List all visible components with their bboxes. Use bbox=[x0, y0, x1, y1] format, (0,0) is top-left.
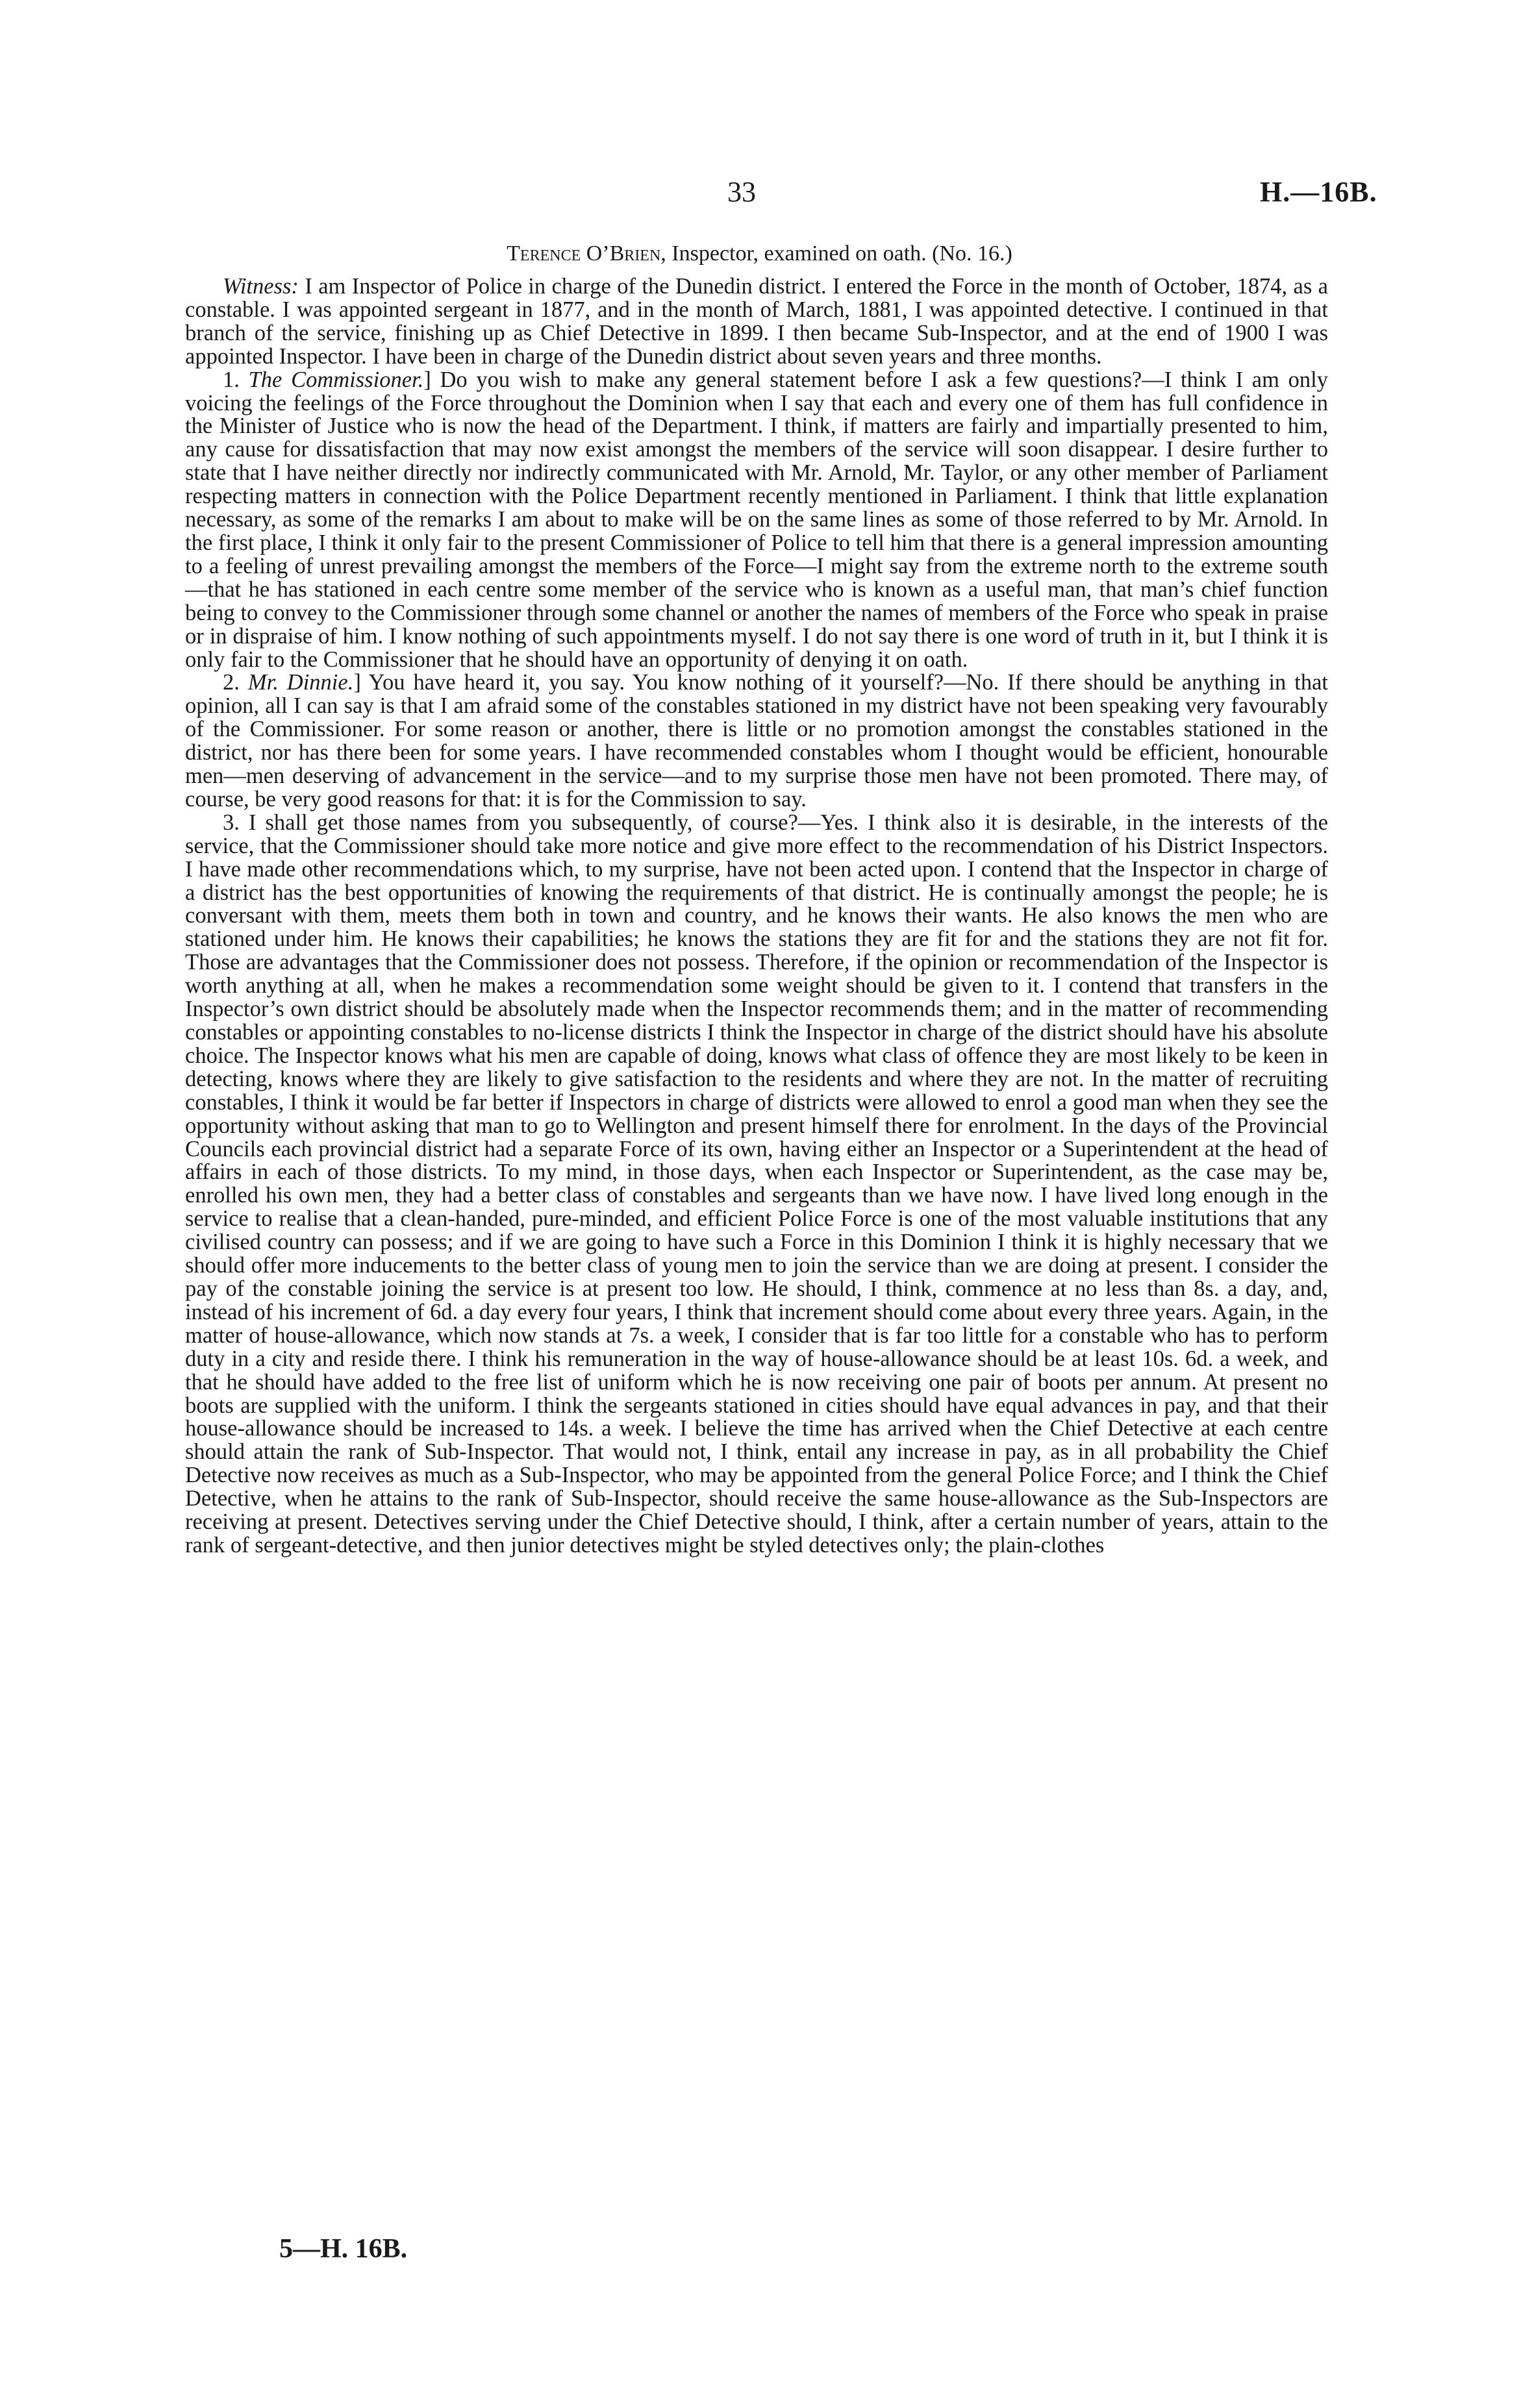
paragraph-question-3 bbox=[185, 812, 1328, 1558]
speaker-label: Mr. Dinnie. bbox=[247, 670, 354, 695]
paragraph-question-2 bbox=[185, 671, 1328, 811]
paragraph-text: ] Do you wish to make any general statement before I ask a few questions?—I think I am only voicing the feelings of the Force throughout the Dominion when I say that each and every one of them has full confidence in the Minister of Justice who is now the head of the Department. I think, if matters are fairly and impartially presented to him, any cause for dissatisfaction that may now exist amongst the members of the service will soon disappear. I desire further to state that I have neither directly nor indirectly communicated with Mr. Arnold, Mr. Taylor, or any other member of Parliament respecting matters in connection with the Police Department recently mentioned in Parliament. I think that little explanation necessary, as some of the remarks I am about to make will be on the same lines as some of those referred to by Mr. Arnold. In the first place, I think it only fair to the present Commissioner of Police to tell him that there is a general impression amounting to a feeling of unrest prevailing amongst the members of the Force—I might say from the extreme north to the extreme south—that he has stationed in each centre some member of the service who is known as a useful man, that man’s chief function being to convey to the Commissioner through some channel or another the names of members of the Force who speak in praise or in dispraise of him. I know nothing of such appointments myself. I do not say there is one word of truth in it, but I think it is only fair to the Commissioner that he should have an opportunity of denying it on oath. bbox=[185, 367, 1329, 672]
heading-description: , Inspector, examined on oath. (No. 16.) bbox=[660, 242, 1012, 266]
paragraph-text: ] You have heard it, you say. You know nothing of it yourself?—No. If there should be anything in that opinion, all I can say is that I am afraid some of the constables stationed in my district have not been speaking very favourably of the Commissioner. For some reason or another, there is little or no promotion amongst the constables stationed in the district, nor has there been for some years. I have recommended constables whom I thought would be efficient, honourable men—men deserving of advancement in the service—and to my surprise those men have not been promoted. There may, of course, be very good reasons for that: it is for the Commission to say. bbox=[185, 670, 1328, 812]
paragraph-witness-intro bbox=[185, 275, 1328, 369]
page-number: 33 bbox=[727, 176, 756, 208]
printer-signature: 5—H. 16B. bbox=[279, 2234, 408, 2264]
paragraph-text: I shall get those names from you subsequently, of course?—Yes. I think also it is desirable, in the interests of the service, that the Commissioner should take more notice and give more effect to the recommendation of his District Inspectors. I have made other recommendations which, to my surprise, have not been acted upon. I contend that the Inspector in charge of a district has the best opportunities of knowing the requirements of that district. He is continually amongst the people; he is conversant with them, meets them both in town and country, and he knows their wants. He also knows the men who are stationed under him. He knows their capabilities; he knows the stations they are fit for and the stations they are not fit for. Those are advantages that the Commissioner does not possess. Therefore, if the opinion or recommendation of the Inspector is worth anything at all, when he makes a recommendation some weight should be given to it. I contend that transfers in the Inspector’s own district should be absolutely made when the Inspector recommends them; and in the matter of recommending constables or appointing constables to no-license districts I think the Inspector in charge of the district should have his absolute choice. The Inspector knows what his men are capable of doing, knows what class of offence they are most likely to be keen in detecting, knows where they are likely to give satisfaction to the residents and where they are not. In the matter of recruiting constables, I think it would be far better if Inspectors in charge of districts were allowed to enrol a good man when they see the opportunity without asking that man to go to Wellington and present himself there for enrolment. In the days of the Provincial Councils each provincial district had a separate Force of its own, having either an Inspector or a Superintendent at the head of affairs in each of those districts. To my mind, in those days, when each Inspector or Superintendent, as the case may be, enrolled his own men, they had a better class of constables and sergeants than we have now. I have lived long enough in the service to realise that a clean-handed, pure-minded, and efficient Police Force is one of the most valuable institutions that any civilised country can possess; and if we are going to have such a Force in this Dominion I think it is highly necessary that we should offer more inducements to the better class of young men to join the service than we are doing at present. I consider the pay of the constable joining the service is at present too low. He should, I think, commence at no less than 8s. a day, and, instead of his increment of 6d. a day every four years, I think that increment should come about every three years. Again, in the matter of house-allowance, which now stands at 7s. a week, I consider that is far too little for a constable who has to perform duty in a city and reside there. I think his remuneration in the way of house-allowance should be at least 10s. 6d. a week, and that he should have added to the free list of uniform which he is now receiving one pair of boots per annum. At present no boots are supplied with the uniform. I think the sergeants stationed in cities should have equal advances in pay, and that their house-allowance should be increased to 14s. a week. I believe the time has arrived when the Chief Detective at each centre should attain the rank of Sub-Inspector. That would not, I think, entail any increase in pay, as in all probability the Chief Detective now receives as much as a Sub-Inspector, who may be appointed from the general Police Force; and I think the Chief Detective, when he attains to the rank of Sub-Inspector, should receive the same house-allowance as the Sub-Inspectors are receiving at present. Detectives serving under the Chief Detective should, I think, after a certain number of years, attain to the rank of sergeant-detective, and then junior detectives might be styled detectives only; the plain-clothes bbox=[185, 810, 1328, 1558]
question-number: 1. bbox=[223, 367, 240, 392]
question-number: 3. bbox=[223, 810, 240, 835]
witness-name: Terence O’Brien bbox=[507, 242, 661, 266]
paragraph-question-1 bbox=[185, 369, 1328, 672]
witness-lead: Witness: bbox=[223, 274, 299, 299]
section-heading bbox=[0, 242, 1519, 266]
speaker-label: The Commissioner. bbox=[248, 367, 424, 392]
page-reference: H.—16B. bbox=[1260, 176, 1377, 208]
testimony-body bbox=[185, 275, 1328, 1558]
paragraph-text: I am Inspector of Police in charge of the Dunedin district. I entered the Force in the month of October, 1874, as a constable. I was appointed sergeant in 1877, and in the month of March, 1881, I was appointed detective. I continued in that branch of the service, finishing up as Chief Detective in 1899. I then became Sub-Inspector, and at the end of 1900 I was appointed Inspector. I have been in charge of the Dunedin district about seven years and three months. bbox=[185, 274, 1328, 369]
question-number: 2. bbox=[223, 670, 240, 695]
